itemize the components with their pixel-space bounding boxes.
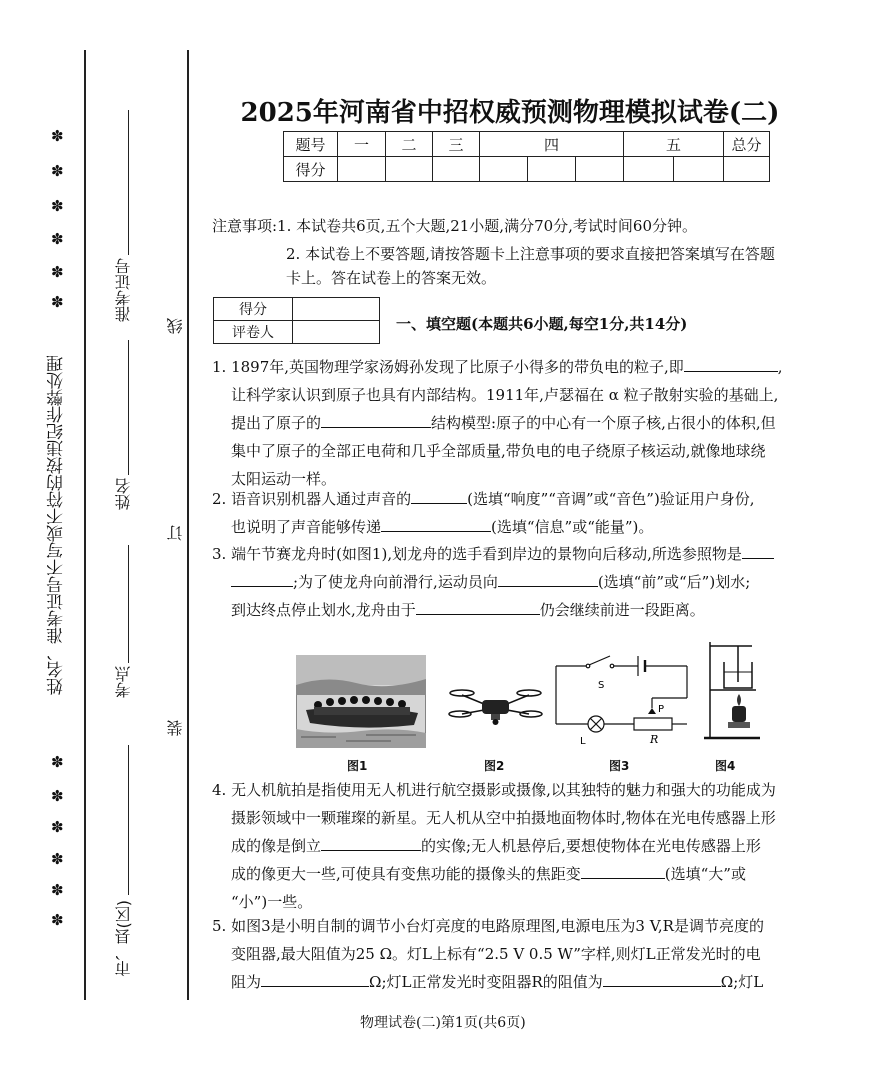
flower-ornament-8: ✽	[51, 787, 64, 805]
figure-2-caption: 图2	[484, 759, 505, 773]
flower-ornament-7: ✽	[51, 753, 64, 771]
grader-score-cell[interactable]	[293, 298, 380, 321]
score-cell[interactable]	[624, 157, 674, 182]
name-field[interactable]	[128, 340, 129, 475]
q1-text: 结构模型:原子的中心有一个原子核,占很小的体积,但	[431, 414, 776, 432]
q2-text: 2. 语音识别机器人通过声音的	[212, 490, 412, 508]
q5-text: 阻为	[231, 973, 262, 991]
cut-mark-bind: 订	[166, 525, 185, 541]
score-col-total: 总分	[724, 132, 770, 157]
score-cell[interactable]	[576, 157, 624, 182]
notice-line-1: 注意事项:1. 本试卷共6页,五个大题,21小题,满分70分,考试时间60分钟。	[212, 217, 698, 235]
q4-text: 的实像;无人机悬停后,要想使物体在光电传感器上形	[421, 837, 761, 855]
flower-ornament-11: ✽	[51, 881, 64, 899]
exam-site-label: 考点	[114, 666, 133, 698]
grader-score-label: 得分	[214, 298, 293, 321]
answer-blank[interactable]	[416, 598, 540, 615]
q2-text: 也说明了声音能够传递	[231, 518, 382, 536]
grader-name-cell[interactable]	[293, 321, 380, 344]
exam-site-field[interactable]	[128, 545, 129, 663]
flower-ornament-1: ✽	[51, 127, 64, 145]
exam-number-field[interactable]	[128, 110, 129, 255]
question-2	[212, 485, 755, 541]
answer-blank[interactable]	[411, 487, 467, 504]
q2-text: (选填“响度”“音调”或“音色”)验证用户身份,	[467, 490, 755, 508]
flower-ornament-3: ✽	[51, 197, 64, 215]
page-footer: 物理试卷(二)第1页(共6页)	[360, 1015, 526, 1031]
figure-1-caption: 图1	[347, 759, 368, 773]
q4-text: 成的像是倒立	[231, 837, 322, 855]
q4-text: 4. 无人机航拍是指使用无人机进行航空摄影或摄像,以其独特的魅力和强大的功能成为	[212, 781, 776, 799]
figure-1-dragon-boat-photo	[296, 655, 426, 748]
question-4	[212, 776, 776, 916]
notice-line-3: 卡上。答在试卷上的答案无效。	[286, 269, 497, 287]
exam-number-label: 准考证号	[114, 258, 133, 322]
score-col-4: 四	[480, 132, 624, 157]
q4-text: (选填“大”或	[664, 865, 746, 883]
flower-ornament-2: ✽	[51, 162, 64, 180]
answer-blank[interactable]	[381, 515, 491, 532]
answer-blank[interactable]	[498, 570, 598, 587]
flower-ornament-12: ✽	[51, 911, 64, 929]
question-5	[212, 912, 764, 996]
q3-text: ;为了使龙舟向前滑行,运动员向	[293, 573, 498, 591]
city-county-label: 市、县(区)	[114, 900, 133, 977]
page-title: 2025年河南省中招权威预测物理模拟试卷(二)	[240, 98, 780, 128]
score-table-header-label: 题号	[284, 132, 338, 157]
q4-text: 成的像更大一些,可使具有变焦功能的摄像头的焦距变	[231, 865, 581, 883]
circuit-label-s: S	[598, 680, 605, 691]
grader-name-label: 评卷人	[214, 321, 293, 344]
seal-warning-text: 姓名、准考证号不写或不符的按违纪作弊处理	[47, 355, 67, 695]
q3-text: 3. 端午节赛龙舟时(如图1),划龙舟的选手看到岸边的景物向后移动,所选参照物是	[212, 545, 742, 563]
score-table-score-label: 得分	[284, 157, 338, 182]
cut-mark-line: 线	[166, 318, 185, 334]
q3-text: 到达终点停止划水,龙舟由于	[231, 601, 416, 619]
figure-3-circuit-diagram	[552, 646, 692, 746]
score-cell[interactable]	[386, 157, 433, 182]
answer-blank[interactable]	[603, 970, 721, 987]
q1-text: 1. 1897年,英国物理学家汤姆孙发现了比原子小得多的带负电的粒子,即	[212, 358, 684, 376]
score-col-1: 一	[338, 132, 386, 157]
figure-4-caption: 图4	[715, 759, 736, 773]
score-col-5: 五	[624, 132, 724, 157]
score-cell[interactable]	[724, 157, 770, 182]
flower-ornament-5: ✽	[51, 263, 64, 281]
q1-text: 太阳运动一样。	[231, 470, 337, 488]
answer-blank[interactable]	[261, 970, 369, 987]
q4-text: 摄影领域中一颗璀璨的新星。无人机从空中拍摄地面物体时,物体在光电传感器上形	[231, 809, 776, 827]
q5-text: Ω;灯L	[720, 973, 764, 991]
flower-ornament-9: ✽	[51, 818, 64, 836]
cut-mark-staple: 装	[166, 720, 185, 736]
flower-ornament-10: ✽	[51, 850, 64, 868]
score-cell[interactable]	[338, 157, 386, 182]
notice-line-2: 2. 本试卷上不要答题,请按答题卡上注意事项的要求直接把答案填写在答题	[286, 245, 775, 263]
flower-ornament-4: ✽	[51, 230, 64, 248]
score-cell[interactable]	[528, 157, 576, 182]
score-cell[interactable]	[433, 157, 480, 182]
q3-text: (选填“前”或“后”)划水;	[597, 573, 751, 591]
q1-text: 让科学家认识到原子也具有内部结构。1911年,卢瑟福在 α 粒子散射实验的基础上,	[231, 386, 779, 404]
answer-blank[interactable]	[321, 834, 421, 851]
question-3	[212, 540, 774, 624]
q5-text: 变阻器,最大阻值为25 Ω。灯L上标有“2.5 V 0.5 W”字样,则灯L正常发光时的电	[231, 945, 761, 963]
city-county-field[interactable]	[128, 745, 129, 895]
grader-box	[213, 297, 380, 344]
answer-blank[interactable]	[321, 411, 431, 428]
answer-blank[interactable]	[231, 570, 293, 587]
q4-text: “小”)一些。	[231, 893, 313, 911]
q5-text: Ω;灯L正常发光时变阻器R的阻值为	[369, 973, 603, 991]
score-col-2: 二	[386, 132, 433, 157]
circuit-label-p: P	[658, 704, 665, 715]
answer-blank[interactable]	[581, 862, 665, 879]
answer-blank[interactable]	[742, 542, 774, 559]
score-cell[interactable]	[674, 157, 724, 182]
score-cell[interactable]	[480, 157, 528, 182]
q1-text: 提出了原子的	[231, 414, 322, 432]
binding-line-outer	[84, 50, 86, 1000]
q1-text: 集中了原子的全部正电荷和几乎全部质量,带负电的电子绕原子核运动,就像地球绕	[231, 442, 766, 460]
figure-3-caption: 图3	[609, 759, 630, 773]
figure-4-heating-apparatus	[702, 638, 762, 748]
figure-2-drone-icon	[448, 684, 543, 729]
question-1	[212, 353, 783, 493]
q5-text: 5. 如图3是小明自制的调节小台灯亮度的电路原理图,电源电压为3 V,R是调节亮度的	[212, 917, 764, 935]
flower-ornament-6: ✽	[51, 293, 64, 311]
answer-blank[interactable]	[684, 355, 778, 372]
score-col-3: 三	[433, 132, 480, 157]
q1-text: ,	[777, 358, 783, 376]
score-table	[283, 131, 770, 182]
circuit-label-r: R	[650, 733, 659, 746]
q3-text: 仍会继续前进一段距离。	[539, 601, 705, 619]
section-1-title: 一、填空题(本题共6小题,每空1分,共14分)	[396, 315, 688, 333]
circuit-label-l: L	[580, 736, 586, 746]
name-label: 姓名	[114, 478, 133, 510]
q2-text: (选填“信息”或“能量”)。	[491, 518, 654, 536]
binding-line-inner	[187, 50, 189, 1000]
